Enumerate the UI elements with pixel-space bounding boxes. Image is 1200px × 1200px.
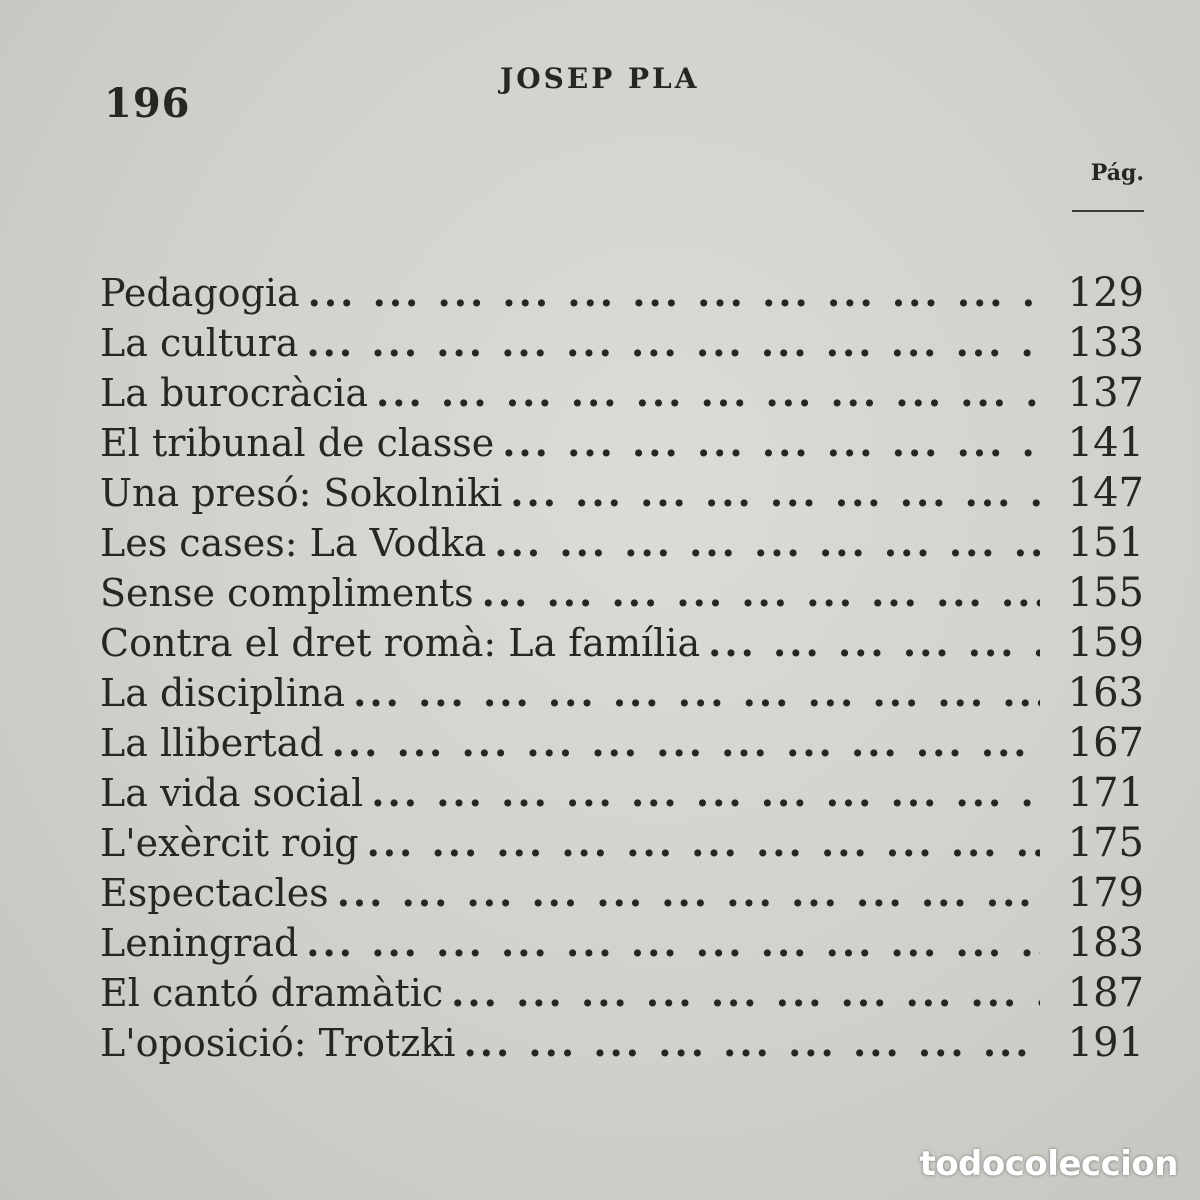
dot-leader (502, 418, 1040, 468)
toc-entry-page: 191 (1067, 1020, 1144, 1066)
dot-leader (332, 718, 1040, 768)
toc-entry-title: La llibertad (100, 721, 324, 765)
toc-entry-page: 151 (1067, 520, 1144, 566)
dot-leader (371, 768, 1040, 818)
toc-entry-page: 155 (1067, 570, 1144, 616)
dot-leader (451, 968, 1040, 1018)
toc-entry-page: 147 (1067, 470, 1144, 516)
dot-leader (306, 318, 1040, 368)
toc-entry-title: L'oposició: Trotzki (100, 1021, 456, 1065)
dot-leader (353, 668, 1040, 718)
toc-entry (100, 868, 1144, 918)
toc-entry-page: 137 (1067, 370, 1144, 416)
dot-leader (367, 818, 1040, 868)
dot-leader (510, 468, 1040, 518)
toc-entry-page: 159 (1067, 620, 1144, 666)
toc-entry-title: Contra el dret romà: La família (100, 621, 701, 665)
toc-entry (100, 718, 1144, 768)
toc-entry-page: 183 (1067, 920, 1144, 966)
dot-leader (308, 268, 1040, 318)
running-head: JOSEP PLA (500, 62, 700, 95)
toc-entry (100, 568, 1144, 618)
toc-entry-page: 171 (1067, 770, 1144, 816)
toc-entry (100, 818, 1144, 868)
dot-leader (494, 518, 1040, 568)
watermark-logo: todocoleccion (919, 1144, 1178, 1184)
dot-leader (337, 868, 1040, 918)
dot-leader (306, 918, 1040, 968)
toc-entry-title: La cultura (100, 321, 299, 365)
toc-entry-title: Espectacles (100, 871, 329, 915)
table-of-contents (100, 268, 1144, 1068)
toc-entry-title: La vida social (100, 771, 364, 815)
toc-entry (100, 668, 1144, 718)
toc-entry-page: 179 (1067, 870, 1144, 916)
toc-entry (100, 518, 1144, 568)
column-rule (1072, 210, 1144, 212)
dot-leader (708, 618, 1040, 668)
dot-leader (482, 568, 1040, 618)
toc-entry (100, 368, 1144, 418)
toc-entry-page: 141 (1067, 420, 1144, 466)
toc-entry-title: El cantó dramàtic (100, 971, 444, 1015)
toc-entry-title: La disciplina (100, 671, 346, 715)
toc-entry-page: 175 (1067, 820, 1144, 866)
toc-entry-title: Una presó: Sokolniki (100, 471, 503, 515)
toc-entry (100, 918, 1144, 968)
toc-entry-page: 167 (1067, 720, 1144, 766)
toc-entry-title: Pedagogia (100, 271, 300, 315)
toc-entry-title: Les cases: La Vodka (100, 521, 487, 565)
toc-entry-title: El tribunal de classe (100, 421, 495, 465)
toc-entry (100, 418, 1144, 468)
toc-entry (100, 468, 1144, 518)
toc-entry (100, 968, 1144, 1018)
toc-entry (100, 618, 1144, 668)
toc-entry-title: La burocràcia (100, 371, 369, 415)
dot-leader (463, 1018, 1040, 1068)
page-column-label: Pág. (1090, 160, 1144, 186)
dot-leader (376, 368, 1040, 418)
toc-entry-page: 187 (1067, 970, 1144, 1016)
toc-entry-page: 163 (1067, 670, 1144, 716)
toc-entry-title: L'exèrcit roig (100, 821, 359, 865)
toc-entry-page: 129 (1067, 270, 1144, 316)
toc-entry (100, 1018, 1144, 1068)
toc-entry-title: Leningrad (100, 921, 299, 965)
toc-entry-title: Sense compliments (100, 571, 474, 615)
page-number: 196 (104, 80, 191, 127)
toc-entry (100, 318, 1144, 368)
toc-entry-page: 133 (1067, 320, 1144, 366)
toc-entry (100, 268, 1144, 318)
toc-entry (100, 768, 1144, 818)
